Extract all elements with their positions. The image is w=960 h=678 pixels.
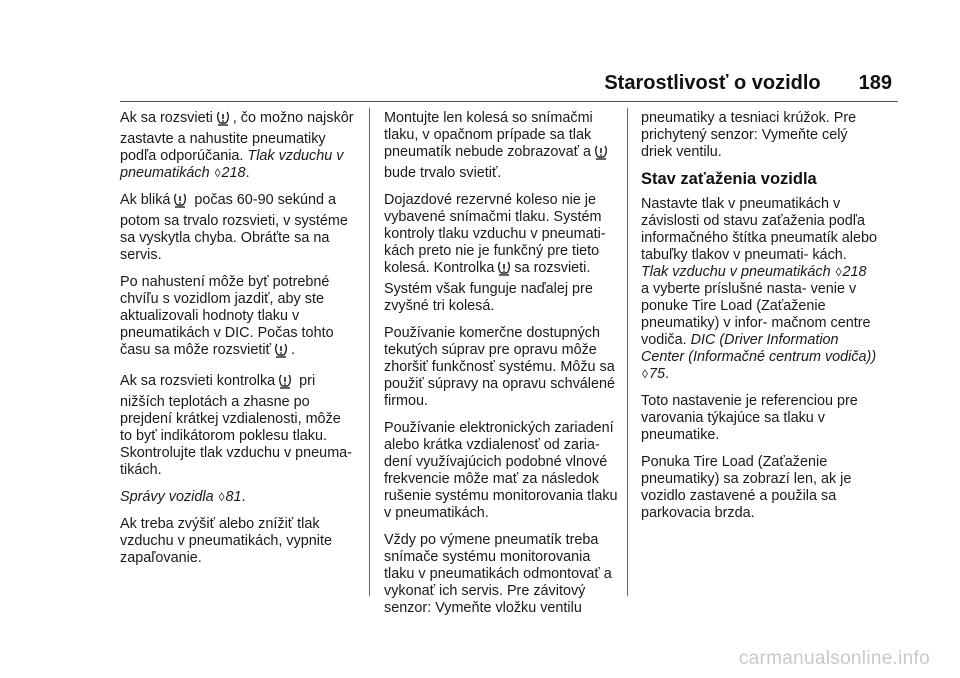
reference-arrow-icon: ◊ (642, 367, 648, 381)
text: . (241, 489, 246, 505)
tire-pressure-warning-icon (216, 110, 230, 131)
reference-arrow-icon: ◊ (214, 166, 221, 180)
paragraph (120, 192, 356, 264)
header-divider (120, 101, 898, 102)
text: Dojazdové rezervné koleso nie je vybavené snímačmi tlaku. Systém kontroly tlaku vzduchu v pneumati- kách preto nie je funkčný pre tieto kolesá. Kontrolka (384, 192, 606, 276)
text: . (245, 165, 250, 181)
text: sa rozsvieti. Systém však funguje naďalej pre zvyšné tri kolesá. (384, 260, 593, 314)
paragraph (384, 110, 620, 182)
paragraph: Ak treba zvýšiť alebo znížiť tlak vzduchu v pneumatikách, vypnite zapaľovanie. (120, 516, 332, 566)
text: bude trvalo svietiť. (384, 165, 502, 181)
page-reference[interactable]: 218 (842, 264, 867, 280)
text: a vyberte príslušné nasta- venie v ponuke Tire Load (Zaťaženie pneumatiky) v infor- mačnom centre vodiča. (641, 281, 871, 348)
reference-arrow-icon: ◊ (218, 490, 225, 504)
paragraph: Používanie komerčne dostupných tekutých súprav pre opravu môže zhoršiť funkčnosť systému. Môžu sa použiť súpravy na opravu schválené firmou. (384, 325, 615, 409)
page-number: 189 (858, 72, 892, 94)
paragraph: Toto nastavenie je referenciou pre varovania týkajúce sa tlaku v pneumatike. (641, 393, 858, 443)
tire-pressure-warning-icon (497, 260, 511, 281)
paragraph (120, 110, 356, 182)
text: Ak sa rozsvieti (120, 110, 213, 126)
text: počas 60-90 sekúnd a potom sa trvalo rozsvieti, v systéme sa vyskytla chyba. Obráťte sa na servis. (120, 192, 348, 263)
text: . (664, 366, 669, 382)
text: pri nižších teplotách a zhasne po prejdení krátkej vzdialenosti, môže to byť indikátorom poklesu tlaku. Skontrolujte tlak vzduchu v pneuma- tikách. (120, 373, 352, 478)
column-3 (641, 110, 877, 532)
text: , čo možno najskôr zastavte a nahustite pneumatiky podľa odporúčania. (120, 110, 354, 164)
column-divider (627, 108, 628, 596)
cross-reference-link[interactable]: DIC (Driver Information Center (Informačné centrum vodiča)) (641, 332, 877, 365)
paragraph: Vždy po výmene pneumatík treba snímače systému monitorovania tlaku v pneumatikách odmontovať a vykonať ich servis. Pre závitový senzor: Vymeňte vložku ventilu (384, 532, 612, 616)
tire-pressure-warning-icon (278, 373, 292, 394)
page-reference[interactable]: 218 (221, 165, 246, 181)
text: . (290, 342, 295, 358)
paragraph: Používanie elektronických zariadení alebo krátka vzdialenosť od zaria- dení využívajúcich podobné vlnové frekvencie môže mať za následok rušenie systému monitorovania tlaku v pneumatikách. (384, 420, 618, 521)
paragraph (384, 192, 620, 315)
cross-reference-link[interactable]: Tlak vzduchu v pneumatikách (120, 148, 344, 181)
paragraph (120, 489, 356, 506)
column-1 (120, 110, 356, 577)
watermark: carmanualsonline.info (738, 648, 930, 669)
cross-reference-link[interactable]: Správy vozidla (120, 489, 214, 505)
tire-pressure-warning-icon (173, 192, 187, 213)
paragraph (120, 274, 356, 363)
text: Nastavte tlak v pneumatikách v závislosti od stavu zaťaženia podľa informačného štítka pneumatík alebo tabuľky tlakov v pneumati- kách. (641, 196, 877, 263)
paragraph (641, 196, 877, 383)
tire-pressure-warning-icon (274, 342, 288, 363)
paragraph (120, 373, 356, 479)
cross-reference-link[interactable]: Tlak vzduchu v pneumatikách (641, 264, 831, 280)
column-2 (384, 110, 620, 627)
page-reference[interactable]: 81 (225, 489, 242, 505)
column-divider (369, 108, 370, 596)
page-title: Starostlivosť o vozidlo (604, 72, 821, 94)
page-reference[interactable]: 75 (648, 366, 665, 382)
text: Montujte len kolesá so snímačmi tlaku, v opačnom prípade sa tlak pneumatík nebude zobrazovať a (384, 110, 593, 160)
paragraph: Ponuka Tire Load (Zaťaženie pneumatiky) sa zobrazí len, ak je vozidlo zastavené a použila sa parkovacia brzda. (641, 454, 852, 521)
section-heading: Stav zaťaženia vozidla (641, 170, 817, 188)
page-header (0, 72, 892, 95)
text: Po nahustení môže byť potrebné chvíľu s vozidlom jazdiť, aby ste aktualizovali hodnoty tlaku v pneumatikách v DIC. Počas tohto času sa môže rozsvietiť (120, 274, 334, 358)
reference-arrow-icon: ◊ (835, 265, 842, 279)
paragraph: pneumatiky a tesniaci krúžok. Pre prichytený senzor: Vymeňte celý driek ventilu. (641, 110, 857, 160)
text: Ak bliká (120, 192, 171, 208)
text: Ak sa rozsvieti kontrolka (120, 373, 276, 389)
tire-pressure-warning-icon (594, 144, 608, 165)
